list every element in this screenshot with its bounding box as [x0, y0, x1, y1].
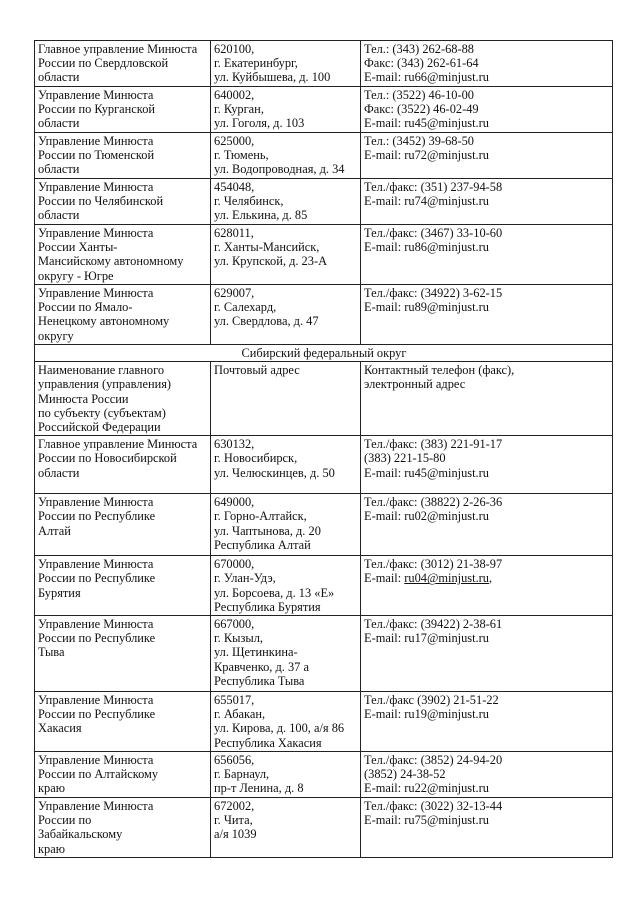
- table-row: [35, 798, 613, 858]
- contact-suffix: ,: [489, 571, 493, 586]
- contact-info: Тел.: (3522) 46-10-00 Факс: (3522) 46-02-49 E-mail: ru45@minjust.ru: [361, 87, 613, 133]
- table-row: [35, 616, 613, 692]
- office-name: Управление Минюста России по Курганской области: [35, 87, 211, 133]
- office-name: Управление Минюста России по Челябинской области: [35, 179, 211, 225]
- office-name: Управление Минюста России по Республике Тыва: [35, 616, 211, 692]
- table-row: [35, 556, 613, 616]
- table-row: [35, 752, 613, 798]
- table-row: [35, 41, 613, 87]
- table-row: [35, 179, 613, 225]
- postal-address: 656056, г. Барнаул, пр-т Ленина, д. 8: [211, 752, 361, 798]
- office-name: Главное управление Минюста России по Новосибирской области: [35, 436, 211, 494]
- contact-info: Тел./факс: (39422) 2-38-61 E-mail: ru17@minjust.ru: [361, 616, 613, 692]
- contact-info: Тел./факс: (34922) 3-62-15 E-mail: ru89@minjust.ru: [361, 285, 613, 345]
- contact-info: Тел./факс: (351) 237-94-58 E-mail: ru74@minjust.ru: [361, 179, 613, 225]
- contact-info: Тел./факс: (3022) 32-13-44 E-mail: ru75@minjust.ru: [361, 798, 613, 858]
- postal-address: 655017, г. Абакан, ул. Кирова, д. 100, а/я 86 Республика Хакасия: [211, 692, 361, 752]
- table-row: [35, 692, 613, 752]
- email-link[interactable]: ru04@minjust.ru: [404, 571, 489, 586]
- postal-address: 640002, г. Курган, ул. Гоголя, д. 103: [211, 87, 361, 133]
- postal-address: 670000, г. Улан-Удэ, ул. Борсоева, д. 13 «Е» Республика Бурятия: [211, 556, 361, 616]
- contact-info: Тел./факс: (383) 221-91-17 (383) 221-15-80 E-mail: ru45@minjust.ru: [361, 436, 613, 494]
- section-title: Сибирский федеральный округ: [35, 345, 613, 362]
- postal-address: 630132, г. Новосибирск, ул. Челюскинцев, д. 50: [211, 436, 361, 494]
- postal-address: 454048, г. Челябинск, ул. Елькина, д. 85: [211, 179, 361, 225]
- contact-info: Тел./факс: (3467) 33-10-60 E-mail: ru86@minjust.ru: [361, 225, 613, 285]
- postal-address: 672002, г. Чита, а/я 1039: [211, 798, 361, 858]
- table-row: [35, 133, 613, 179]
- postal-address: 629007, г. Салехард, ул. Свердлова, д. 47: [211, 285, 361, 345]
- table-row: [35, 87, 613, 133]
- postal-address: 628011, г. Ханты-Мансийск, ул. Крупской, д. 23-А: [211, 225, 361, 285]
- contact-info: Тел.: (3452) 39-68-50 E-mail: ru72@minjust.ru: [361, 133, 613, 179]
- ministry-contacts-table: [34, 40, 613, 858]
- office-name: Управление Минюста России по Республике Алтай: [35, 494, 211, 556]
- postal-address: 649000, г. Горно-Алтайск, ул. Чаптынова, д. 20 Республика Алтай: [211, 494, 361, 556]
- table-row: [35, 285, 613, 345]
- office-name: Управление Минюста России по Алтайскому краю: [35, 752, 211, 798]
- table-row: [35, 225, 613, 285]
- office-name: Главное управление Минюста России по Свердловской области: [35, 41, 211, 87]
- column-header-row: [35, 362, 613, 436]
- office-name: Управление Минюста России Ханты- Мансийскому автономному округу - Югре: [35, 225, 211, 285]
- contact-info: Тел./факс (3902) 21-51-22 E-mail: ru19@minjust.ru: [361, 692, 613, 752]
- contact-text: Тел./факс: (3012) 21-38-97 E-mail:: [364, 557, 503, 586]
- postal-address: 625000, г. Тюмень, ул. Водопроводная, д. 34: [211, 133, 361, 179]
- postal-address: 667000, г. Кызыл, ул. Щетинкина- Кравченко, д. 37 а Республика Тыва: [211, 616, 361, 692]
- column-header-contacts: Контактный телефон (факс), электронный адрес: [361, 362, 613, 436]
- office-name: Управление Минюста России по Республике Бурятия: [35, 556, 211, 616]
- column-header-address: Почтовый адрес: [211, 362, 361, 436]
- office-name: Управление Минюста России по Республике Хакасия: [35, 692, 211, 752]
- contact-info: Тел./факс: (3852) 24-94-20 (3852) 24-38-52 E-mail: ru22@minjust.ru: [361, 752, 613, 798]
- table-row: [35, 436, 613, 494]
- office-name: Управление Минюста России по Тюменской области: [35, 133, 211, 179]
- postal-address: 620100, г. Екатеринбург, ул. Куйбышева, д. 100: [211, 41, 361, 87]
- contact-info: Тел./факс: (38822) 2-26-36 E-mail: ru02@minjust.ru: [361, 494, 613, 556]
- table-row: [35, 494, 613, 556]
- section-header-row: [35, 345, 613, 362]
- contact-info: [361, 556, 613, 616]
- column-header-name: Наименование главного управления (управления) Минюста России по субъекту (субъектам) Российской Федерации: [35, 362, 211, 436]
- contact-info: Тел.: (343) 262-68-88 Факс: (343) 262-61-64 E-mail: ru66@minjust.ru: [361, 41, 613, 87]
- office-name: Управление Минюста России по Забайкальскому краю: [35, 798, 211, 858]
- office-name: Управление Минюста России по Ямало- Ненецкому автономному округу: [35, 285, 211, 345]
